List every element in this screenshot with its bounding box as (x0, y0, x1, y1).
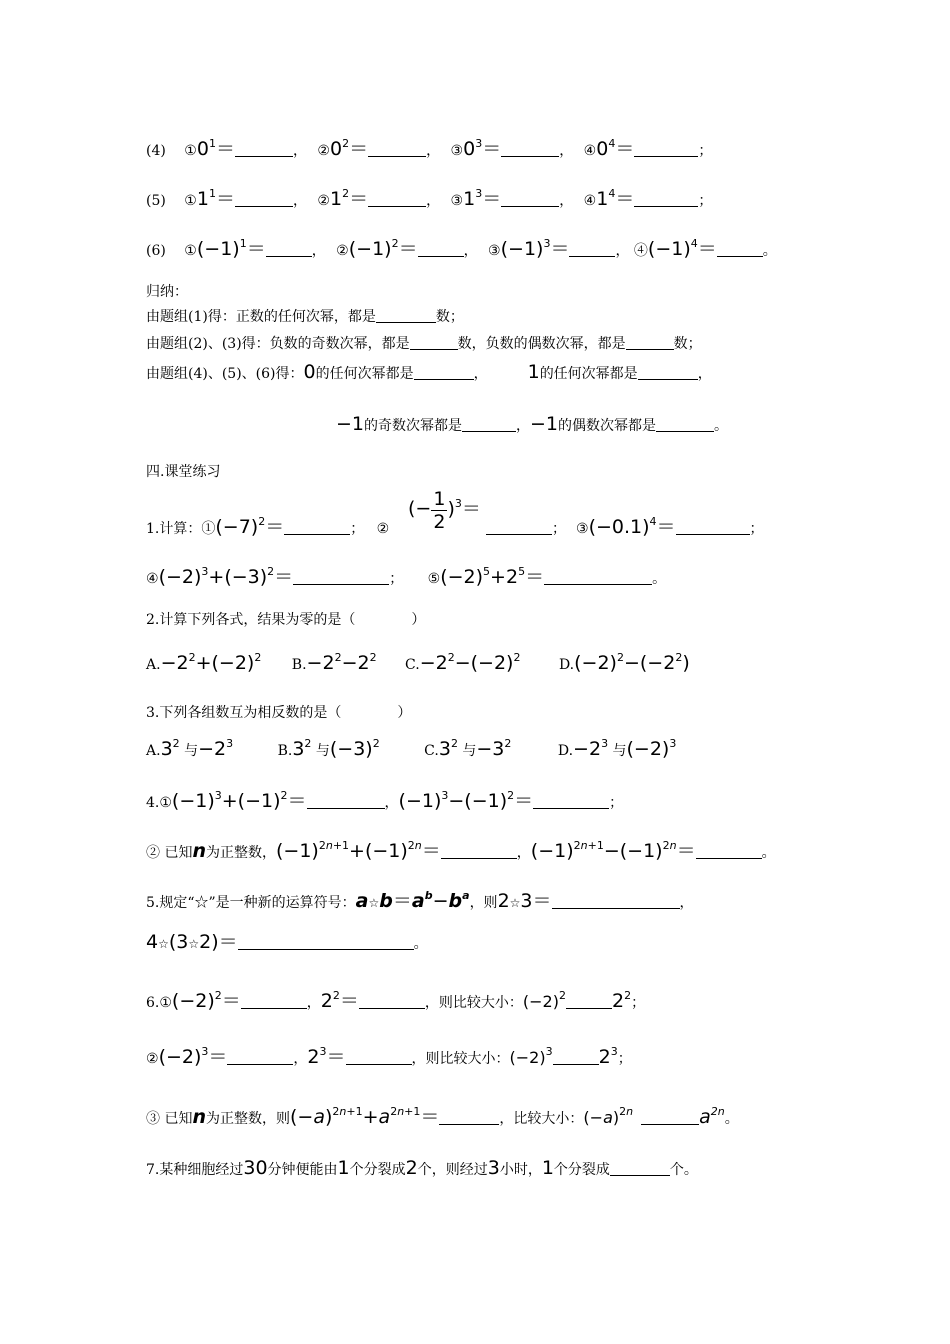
sep: ， (311, 243, 326, 259)
q5-line-2: 4☆(3☆2)＝ 。 (146, 931, 428, 953)
q3-options: $A.3^2$ 与$-2^3$ $B.3^2$ 与$(-3)^2$ $C.3^2$ 与$-3^2$ $D.-2^3$ 与$(-2)^3$ (146, 737, 677, 760)
option-label: C. (405, 657, 420, 673)
sep: ； (350, 521, 365, 537)
answer-blank[interactable] (368, 142, 426, 157)
text: 由题组(1)得：正数的任何次幂，都是 (146, 309, 376, 325)
answer-blank[interactable] (656, 417, 714, 432)
text: 的任何次幂都是 (315, 366, 414, 382)
text: 个，则经过 (417, 1162, 488, 1178)
text: 个分裂成 (553, 1162, 610, 1178)
circle-num: ③ (576, 521, 589, 537)
text: 个分裂成 (349, 1162, 406, 1178)
circle-num: ⑤ (427, 571, 441, 587)
row-5: (5) $①1^1=$ ， $②1^2=$ ， $③1^3=$ ， $④1^4=$ ； (146, 187, 713, 210)
text: 数； (673, 336, 702, 352)
circle-num: ④ (633, 243, 648, 259)
q6-line-3: ③ 已知n为正整数，则$(-a)^{2n+1}+a^{2n+1}=$ ，比较大小：$(-a)^{2n}$ $a^{2n}$。 (146, 1105, 739, 1128)
circle-num: ① (184, 193, 197, 209)
question-label: 1.计算： (146, 521, 202, 537)
answer-blank[interactable] (696, 844, 762, 859)
answer-blank[interactable] (533, 794, 609, 809)
end-punct: 。 (761, 845, 776, 861)
text: 为正整数， (205, 845, 276, 861)
answer-blank[interactable] (235, 192, 293, 207)
option-label: C. (424, 743, 439, 759)
answer-blank[interactable] (359, 994, 425, 1009)
circle-num: ③ (488, 243, 501, 259)
number: 30 (243, 1157, 268, 1179)
circle-num: ③ (450, 193, 464, 209)
end-punct: 。 (413, 936, 428, 952)
circle-num: ② (317, 143, 330, 159)
circle-num: ① (184, 243, 197, 259)
q5-line-1: 5.规定“☆”是一种新的运算符号：$a☆b=a^b-b^a$，则2☆3＝ ， (146, 889, 694, 912)
answer-blank[interactable] (346, 1050, 412, 1065)
text: 分钟便能由 (267, 1162, 338, 1178)
answer-blank[interactable] (552, 894, 680, 909)
q1-fraction: (− $\frac{1}{2}$ )$^3$＝ (408, 488, 481, 533)
sep: ， (463, 243, 478, 259)
text: 数； (435, 309, 464, 325)
text: ，比较大小： (499, 1111, 584, 1127)
text: 数，负数的偶数次幂，都是 (457, 336, 626, 352)
answer-blank[interactable] (638, 365, 698, 380)
answer-blank[interactable] (238, 935, 414, 950)
text: 与 (612, 743, 627, 759)
q2-text: 2.计算下列各式，结果为零的是（ ） (146, 612, 426, 628)
q7-line (146, 1158, 698, 1180)
answer-blank[interactable] (626, 335, 674, 350)
answer-blank[interactable] (634, 142, 698, 157)
sep: ； (389, 571, 404, 587)
text: 由题组(2)、(3)得：负数的奇数次幂，都是 (146, 336, 410, 352)
summary-line-1 (146, 307, 464, 327)
text: ，则比较大小： (424, 995, 523, 1011)
number: 1 (337, 1157, 350, 1179)
circle-num: ④ (583, 193, 597, 209)
answer-blank[interactable] (544, 570, 652, 585)
row-label: (5) (146, 193, 166, 209)
sep: ； (631, 995, 646, 1011)
answer-blank[interactable] (634, 192, 698, 207)
question-label: 4.① (146, 795, 172, 811)
answer-blank[interactable] (293, 570, 389, 585)
q1-line-1b: ； $③(-0.1)^4=$ ； (486, 512, 764, 539)
text: 的任何次幂都是 (539, 366, 638, 382)
option-label: B. (291, 657, 307, 673)
sep: ， (292, 193, 307, 209)
q4-line-1: $4.①(-1)^3+(-1)^2=$ ，$(-1)^3-(-1)^2=$ ； (146, 789, 624, 812)
row-6: (6) $①(-1)^1=$ ， $②(-1)^2=$ ， $③(-1)^3=$ ， $④(-1)^4=$ 。 (146, 237, 777, 260)
circle-num: ② (376, 521, 390, 537)
option-label: A. (146, 743, 161, 759)
end-punct: 。 (652, 571, 667, 587)
text: 7.某种细胞经过 (146, 1162, 244, 1178)
answer-blank[interactable] (368, 192, 426, 207)
option-label: B. (277, 743, 293, 759)
q1-line-1: 1.计算：$①(-7)^2=$ ； ② (146, 515, 390, 538)
circle-num: ④ (583, 143, 597, 159)
answer-blank[interactable] (717, 242, 763, 257)
option-label: A. (146, 657, 161, 673)
answer-blank[interactable] (418, 242, 464, 257)
q6-line-2: $②(-2)^3=$ ，$2^3=$ ，则比较大小：$(-2)^3$ $2^3$； (146, 1045, 632, 1068)
text: 。 (714, 418, 729, 434)
row-label: (6) (146, 243, 166, 259)
end-punct: 。 (724, 1111, 739, 1127)
answer-blank[interactable] (284, 520, 350, 535)
sep: ， (559, 143, 574, 159)
text: ② 已知 (146, 845, 193, 861)
answer-blank[interactable] (641, 1110, 699, 1125)
text: ， (516, 418, 531, 434)
sep: ， (615, 243, 630, 259)
text: ，则 (469, 895, 498, 911)
answer-blank[interactable] (501, 192, 559, 207)
sep: ， (306, 995, 321, 1011)
q1-line-2: $④(-2)^3+(-3)^2=$ ； $⑤(-2)^5+2^5=$ 。 (146, 565, 667, 588)
text: 与 (462, 743, 477, 759)
answer-blank[interactable] (610, 1161, 670, 1176)
sep: ， (293, 1051, 308, 1067)
q4-line-2: ② 已知n为正整数，$(-1)^{2n+1}+(-1)^{2n}=$ ，$(-1)^{2n+1}-(-1)^{2n}=$ 。 (146, 839, 776, 862)
question-label: 6.① (146, 995, 172, 1011)
summary-line-2 (146, 334, 702, 354)
q3-text: 3.下列各组数互为相反数的是（ ） (146, 705, 412, 721)
answer-blank[interactable] (462, 417, 516, 432)
text: ， (473, 366, 488, 382)
answer-blank[interactable] (553, 1050, 599, 1065)
number: 1 (541, 1157, 554, 1179)
sep: ， (426, 193, 441, 209)
option-label: D. (557, 743, 574, 759)
summary-line-4: −1的奇数次幂都是 ，−1的偶数次幂都是 。 (336, 413, 729, 435)
answer-blank[interactable] (235, 142, 293, 157)
answer-blank[interactable] (486, 520, 552, 535)
text: ， (697, 366, 712, 382)
circle-num: ① (184, 143, 197, 159)
sep: ， (559, 193, 574, 209)
answer-blank[interactable] (227, 1050, 293, 1065)
end-punct: ； (698, 143, 713, 159)
number: 3 (487, 1157, 500, 1179)
answer-blank[interactable] (376, 308, 436, 323)
text: 的奇数次幂都是 (364, 418, 463, 434)
section-title: 四.课堂练习 (146, 464, 221, 480)
sep: ； (617, 1051, 632, 1067)
answer-blank[interactable] (566, 994, 612, 1009)
sep: ； (749, 521, 764, 537)
text: 为正整数，则 (205, 1111, 290, 1127)
answer-blank[interactable] (241, 994, 307, 1009)
end-punct: ； (609, 795, 624, 811)
q2-options: $A.-2^2+(-2)^2$ $B.-2^2-2^2$ $C.-2^2-(-2)^2$ $D.(-2)^2-(-2^2)$ (146, 651, 690, 674)
text: 与 (315, 743, 330, 759)
circle-num: ① (201, 521, 216, 537)
text: 小时， (499, 1162, 542, 1178)
row-label: (4) (146, 143, 166, 159)
answer-blank[interactable] (676, 520, 750, 535)
sep: ， (292, 143, 307, 159)
answer-blank[interactable] (501, 142, 559, 157)
option-label: D. (558, 657, 575, 673)
end-punct: 。 (762, 243, 777, 259)
answer-blank[interactable] (441, 844, 517, 859)
circle-num: ③ (450, 143, 464, 159)
summary-heading: 归纳： (146, 284, 188, 300)
number: 2 (405, 1157, 418, 1179)
q6-line-1: $6.①(-2)^2=$ ，$2^2=$ ，则比较大小：$(-2)^2$ $2^2$； (146, 989, 646, 1012)
answer-blank[interactable] (414, 365, 474, 380)
sep: ； (552, 521, 566, 537)
answer-blank[interactable] (266, 242, 312, 257)
text: 个。 (669, 1162, 698, 1178)
text: ，则比较大小： (411, 1051, 510, 1067)
end-punct: ； (698, 193, 713, 209)
summary-line-3: 由题组(4)、(5)、(6)得：0的任何次幂都是 ， 1的任何次幂都是 ， (146, 361, 712, 383)
sep: ， (426, 143, 441, 159)
circle-num: ② (317, 193, 330, 209)
circle-num: ② (336, 243, 349, 259)
text: 由题组(4)、(5)、(6)得： (146, 366, 304, 382)
text: 与 (184, 743, 199, 759)
circle-num: ② (146, 1051, 159, 1067)
answer-blank[interactable] (307, 794, 385, 809)
row-4: (4) $①0^1=$ ， $②0^2=$ ， $③0^3=$ ， $④0^4=$ ； (146, 137, 713, 160)
sep: ， (384, 795, 399, 811)
answer-blank[interactable] (569, 242, 615, 257)
text: 5.规定“☆”是一种新的运算符号： (146, 895, 356, 911)
text: 的偶数次幂都是 (558, 418, 657, 434)
circle-num: ④ (146, 571, 159, 587)
answer-blank[interactable] (410, 335, 458, 350)
sep: ， (516, 845, 531, 861)
text: ③ 已知 (146, 1111, 193, 1127)
answer-blank[interactable] (439, 1110, 499, 1125)
